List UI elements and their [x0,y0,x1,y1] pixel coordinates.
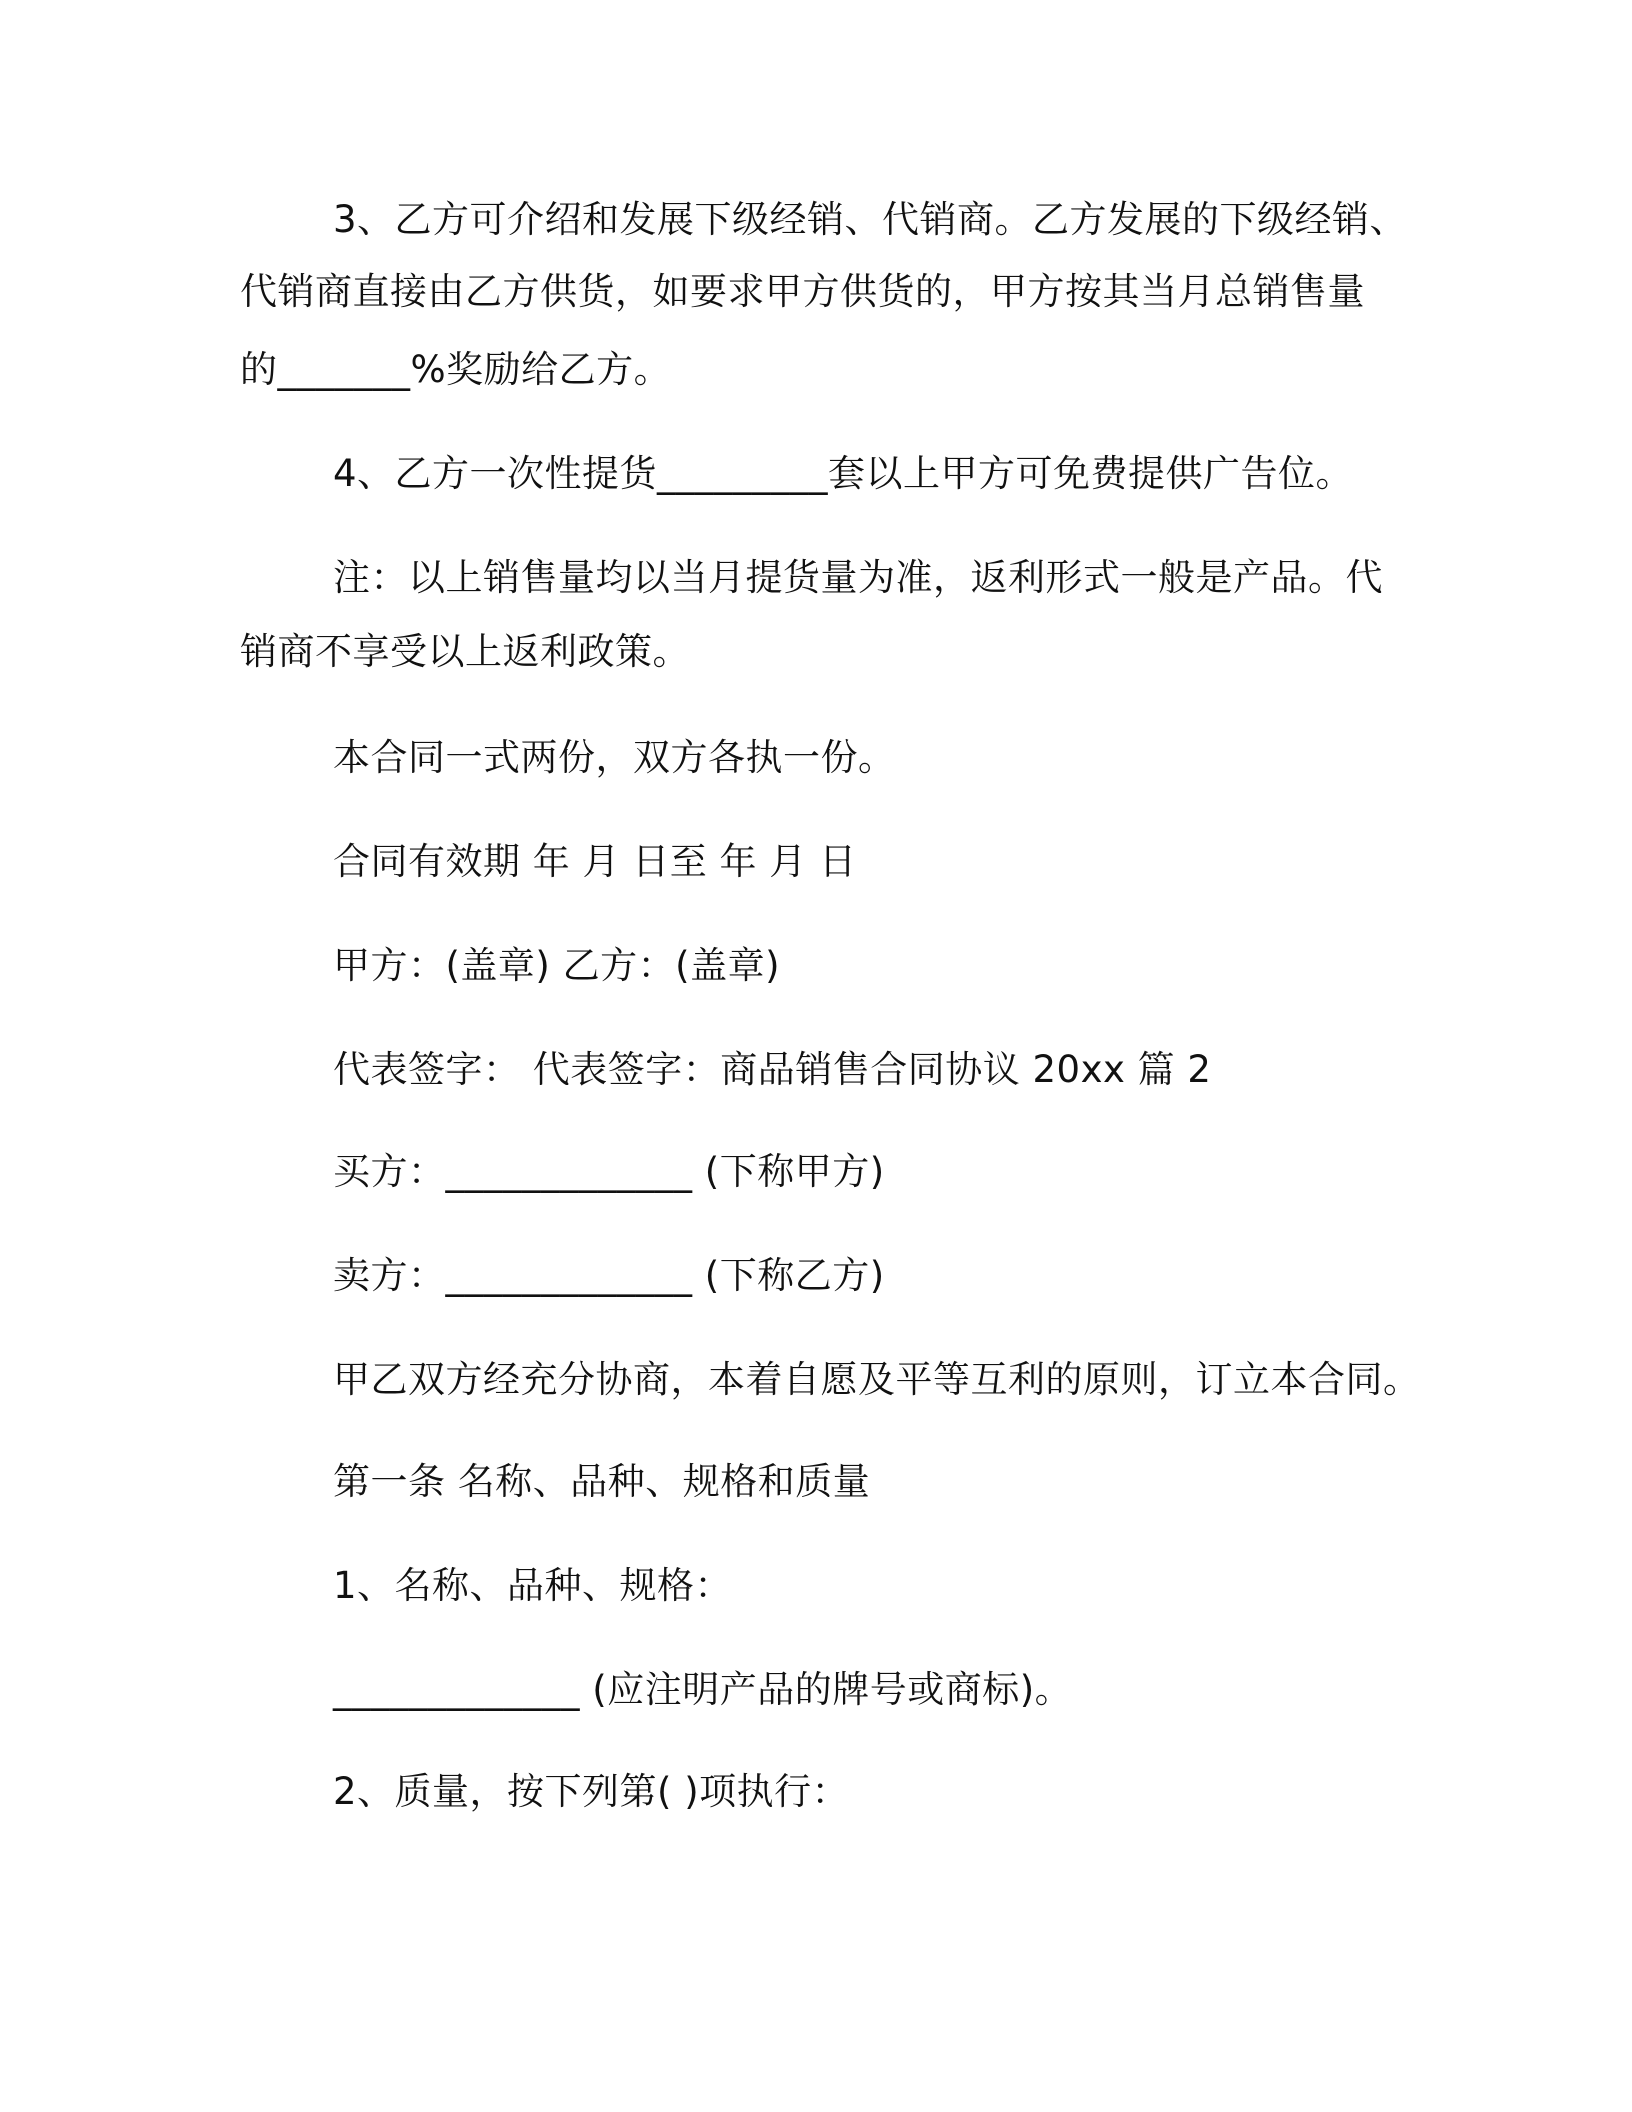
validity-period: 合同有效期 年 月 日至 年 月 日 [333,840,857,883]
signatures-and-title: 代表签字： 代表签字：商品销售合同协议 20xx 篇 2 [333,1048,1212,1091]
item-1-name-spec: 1、名称、品种、规格： [333,1564,733,1607]
note-line-2: 销商不享受以上返利政策。 [240,630,690,673]
clause-3-line-2: 代销商直接由乙方供货，如要求甲方供货的，甲方按其当月总销售量 [240,270,1365,313]
agreement-preamble: 甲乙双方经充分协商，本着自愿及平等互利的原则，订立本合同。 [333,1358,1421,1401]
seller-line: 卖方：_____________ (下称乙方) [333,1254,885,1297]
clause-3-line-1: 3、乙方可介绍和发展下级经销、代销商。乙方发展的下级经销、 [333,198,1408,241]
buyer-line: 买方：_____________ (下称甲方) [333,1150,885,1193]
item-2-quality: 2、质量，按下列第( )项执行： [333,1770,850,1813]
brand-blank-line: _____________ (应注明产品的牌号或商标)。 [333,1668,1073,1711]
copies-clause: 本合同一式两份，双方各执一份。 [333,736,896,779]
party-seals: 甲方：(盖章) 乙方：(盖章) [333,944,781,987]
note-line-1: 注：以上销售量均以当月提货量为准，返利形式一般是产品。代 [333,556,1383,599]
article-1-heading: 第一条 名称、品种、规格和质量 [333,1460,871,1503]
clause-3-line-3: 的_______%奖励给乙方。 [240,348,672,391]
clause-4: 4、乙方一次性提货_________套以上甲方可免费提供广告位。 [333,452,1354,495]
